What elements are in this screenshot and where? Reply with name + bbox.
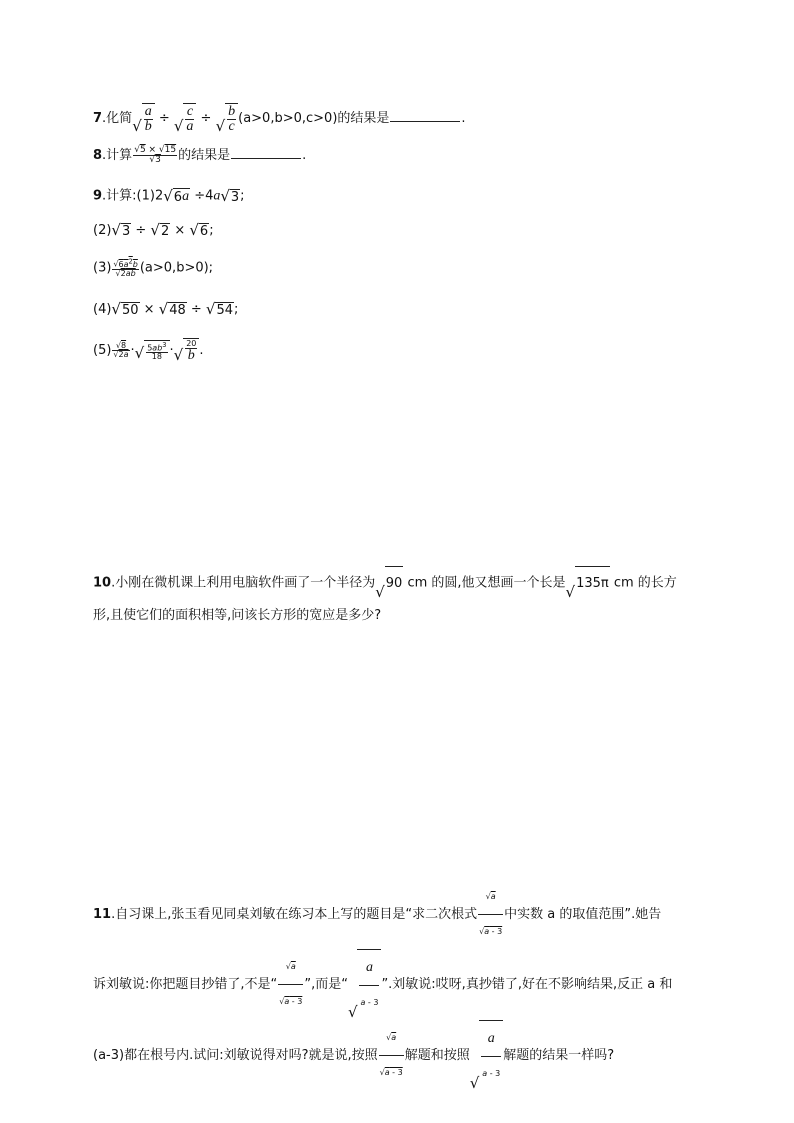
radical: √ 6 [189, 221, 209, 240]
question-text: 解题的结果一样吗? [503, 1048, 615, 1063]
question-8 [93, 146, 306, 165]
part-label: (2) [93, 223, 112, 238]
fraction: $\frac{√8}{√2a}$ [113, 341, 129, 359]
question-9-part-4: (4) √ 50 × √ 48 ÷ √ 54 ; [93, 300, 239, 319]
question-number: 11 [93, 907, 112, 922]
question-10 [93, 566, 703, 632]
question-text: .自习课上,张玉看见同桌刘敏在练习本上写的题目是“求二次根式 [111, 907, 478, 922]
radical: √ $\frac{c}{a}$ [174, 103, 197, 134]
radical: √ $\frac{20}{b}$ [174, 338, 200, 363]
question-text: 中实数 a 的取值范围”.她告 [504, 907, 662, 922]
part-label: (3) [93, 260, 112, 276]
fraction: $\frac{√a}{√a - 3}$ [278, 950, 303, 1019]
question-9-part-5: (5) $\frac{√8}{√2a}$ · √ $\frac{5ab^3}{18}$ · √ $\frac{20}{b}$ . [93, 339, 204, 365]
question-number: 8 [93, 148, 103, 163]
question-11 [93, 880, 703, 1091]
answer-blank[interactable] [390, 109, 460, 122]
radical: √ 135π [566, 566, 610, 600]
question-text: 的结果是 [178, 148, 231, 163]
question-text: cm 的圆,他又想画一个长是 [403, 575, 566, 591]
question-text: 解题和按照 [404, 1048, 470, 1063]
radical: √ $\frac{b}{c}$ [216, 103, 239, 134]
question-text: 诉刘敏说:你把题目抄错了,不是“ [93, 977, 278, 992]
fraction: $\frac{√a}{√a - 3}$ [478, 880, 503, 949]
radical: √ $\frac{5ab^3}{18}$ [135, 340, 170, 362]
radicand: 135π [575, 566, 610, 600]
question-number: 10 [93, 575, 112, 591]
radical: √ 54 [205, 300, 233, 319]
radical: √ $\frac{a}{a - 3}$ [470, 1020, 504, 1091]
condition-text: (a>0,b>0,c>0) [238, 111, 338, 126]
answer-blank[interactable] [231, 146, 301, 159]
radical: √ 2 [150, 221, 170, 240]
radical: √ 48 [158, 300, 186, 319]
question-text: .计算:(1)2 [102, 188, 164, 204]
question-number: 9 [93, 188, 103, 204]
question-text: .小刚在微机课上利用电脑软件画了一个半径为 [111, 575, 376, 591]
question-text: 的结果是 [337, 111, 390, 126]
question-9-part-2: (2) √ 3 ÷ √ 2 × √ 6 ; [93, 221, 214, 240]
radicand: 90 [385, 566, 404, 600]
fraction: $\frac{√5 \times √15}{√3}$ [134, 145, 177, 165]
question-9-part-1: 9.计算:(1)2 √ 6 a ÷4a √ 3 ; [93, 186, 245, 206]
radical: √ 90 [375, 566, 403, 600]
condition-text: (a>0,b>0); [139, 260, 214, 276]
question-text: .化简 [102, 111, 133, 126]
question-text: ”.刘敏说:哎呀,真抄错了,好在不影响结果,反正 a 和 [381, 977, 673, 992]
question-text: 形,且使它们的面积相等,问该长方形的宽应是多少? [93, 608, 382, 623]
fraction: $\frac{√a}{√a - 3}$ [379, 1021, 404, 1090]
punct: . [461, 111, 466, 126]
radical: √ $\frac{a}{b}$ [132, 103, 155, 134]
radical: √ $\frac{a}{a - 3}$ [348, 949, 382, 1020]
part-label: (4) [93, 302, 112, 317]
radical: √ 3 [111, 221, 131, 240]
question-text: .计算 [102, 148, 133, 163]
radical: √ 6 a [163, 187, 190, 206]
punct: . [302, 148, 307, 163]
question-text: cm 的长方 [609, 575, 677, 591]
part-label: (5) [93, 343, 112, 358]
question-text: ”,而是“ [304, 977, 348, 992]
question-9-part-3 [93, 258, 213, 278]
radical: √ 3 [220, 186, 240, 205]
question-7: 7.化简 √ $\frac{a}{b}$ ÷ √ $\frac{c}{a}$ ÷ √ $\frac{b}{c}$ (a>0,b>0,c>0)的结果是 . [93, 104, 466, 136]
question-text: (a-3)都在根号内.试问:刘敏说得对吗?就是说,按照 [93, 1048, 378, 1063]
fraction: $\frac{√6a^2b}{√2ab}$ [113, 257, 138, 278]
question-number: 7 [93, 111, 103, 126]
radical: √ 50 [111, 300, 139, 319]
